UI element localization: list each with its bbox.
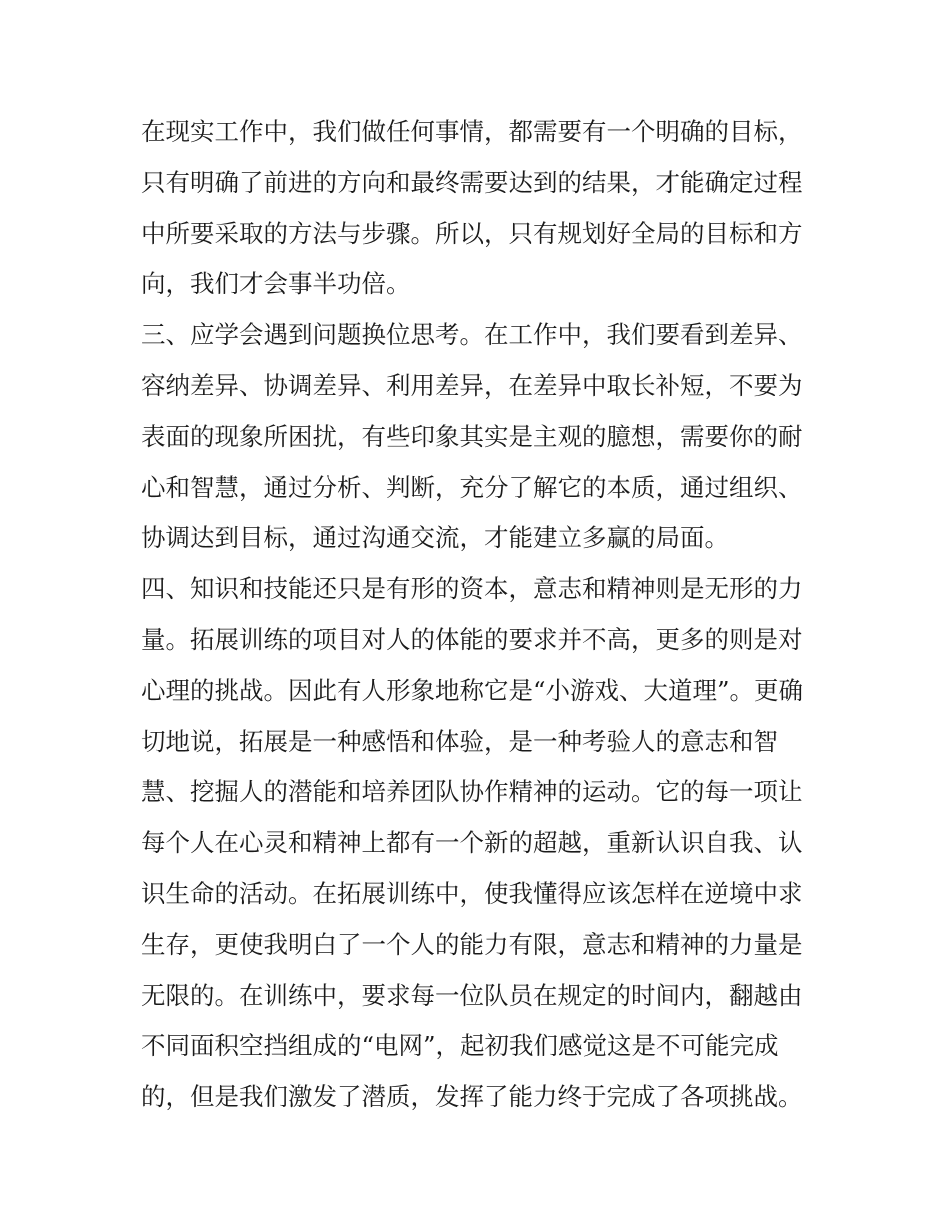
text-line: 向，我们才会事半功倍。 [141, 269, 411, 299]
text-line: 心理的挑战。因此有人形象地称它是“小游戏、大道理”。更确 [141, 675, 804, 705]
text-line: 慧、挖掘人的潜能和培养团队协作精神的运动。它的每一项让 [141, 777, 803, 807]
text-line: 不同面积空挡组成的“电网”，起初我们感觉这是不可能完成 [141, 1031, 779, 1061]
text-line: 量。拓展训练的项目对人的体能的要求并不高，更多的则是对 [141, 624, 803, 654]
text-line: 生存，更使我明白了一个人的能力有限，意志和精神的力量是 [141, 929, 803, 959]
text-line: 协调达到目标，通过沟通交流，才能建立多赢的局面。 [141, 523, 729, 553]
text-line: 无限的。在训练中，要求每一位队员在规定的时间内，翻越由 [141, 980, 803, 1010]
text-line: 中所要采取的方法与步骤。所以，只有规划好全局的目标和方 [141, 218, 803, 248]
text-line: 的，但是我们激发了潜质，发挥了能力终于完成了各项挑战。 [141, 1082, 803, 1112]
text-line: 每个人在心灵和精神上都有一个新的超越，重新认识自我、认 [141, 828, 803, 858]
text-line: 只有明确了前进的方向和最终需要达到的结果，才能确定过程 [141, 167, 803, 197]
text-line: 容纳差异、协调差异、利用差异，在差异中取长补短，不要为 [141, 370, 803, 400]
text-line: 在现实工作中，我们做任何事情，都需要有一个明确的目标， [141, 117, 803, 146]
text-line: 切地说，拓展是一种感悟和体验，是一种考验人的意志和智 [141, 726, 778, 756]
text-line: 三、应学会遇到问题换位思考。在工作中，我们要看到差异、 [141, 320, 803, 350]
text-line: 心和智慧，通过分析、判断，充分了解它的本质，通过组织、 [141, 472, 803, 502]
text-line: 识生命的活动。在拓展训练中，使我懂得应该怎样在逆境中求 [141, 878, 803, 908]
text-line: 四、知识和技能还只是有形的资本，意志和精神则是无形的力 [141, 574, 803, 604]
text-line: 表面的现象所困扰，有些印象其实是主观的臆想，需要你的耐 [141, 421, 803, 451]
body-text [141, 107, 821, 1123]
